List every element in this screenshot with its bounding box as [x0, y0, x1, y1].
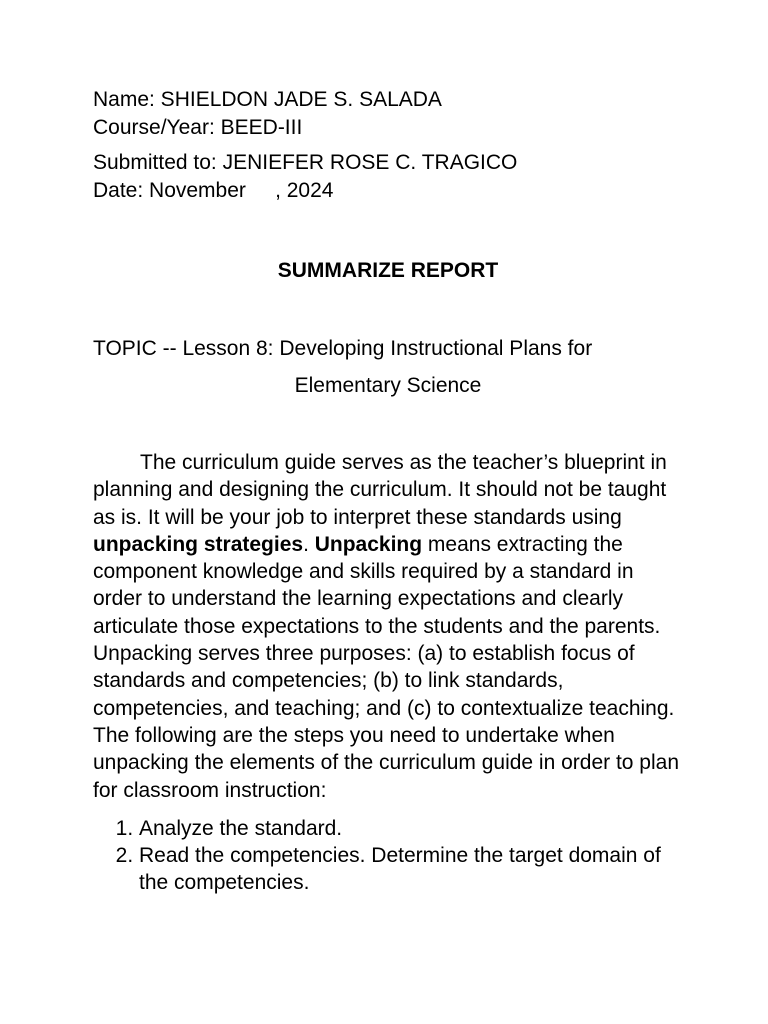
submitted-to: Submitted to: JENIEFER ROSE C. TRAGICO	[93, 151, 518, 174]
bold-term-unpacking-strategies: unpacking strategies	[93, 532, 304, 556]
paragraph-text-2: .	[303, 532, 315, 556]
paragraph-text-1: The curriculum guide serves as the teacher’s blueprint in planning and designing the curriculum. It should not be taught as is. It will be your job to interpret these standards using	[93, 451, 667, 529]
course-year: Course/Year: BEED-III	[93, 116, 303, 139]
body-paragraph	[93, 449, 683, 804]
bold-term-unpacking: Unpacking	[314, 532, 423, 556]
steps-list	[93, 815, 683, 896]
document-page	[93, 86, 683, 896]
list-item: 2. Read the competencies. Determine the target domain of the competencies.	[139, 842, 683, 896]
submission-date: Date: November , 2024	[93, 179, 334, 202]
paragraph-text-3: means extracting the component knowledge and skills required by a standard in order to understand the learning expectations and clearly articulate those expectations to the students and the parents. Unpacking serves three purposes: (a) to establish focus of standards and competencies; (b) to link standards, competencies, and teaching; and (c) to contextualize teaching. The following are the steps you need to undertake when unpacking the elements of the curriculum guide in order to plan for classroom instruction:	[93, 532, 680, 802]
topic-heading	[93, 330, 683, 404]
topic-line-2: Elementary Science	[294, 374, 482, 397]
report-title: SUMMARIZE REPORT	[277, 259, 499, 282]
topic-line-1: TOPIC -- Lesson 8: Developing Instructional Plans for	[93, 337, 593, 360]
student-name: Name: SHIELDON JADE S. SALADA	[93, 88, 442, 111]
list-item: 1. Analyze the standard.	[139, 815, 683, 842]
